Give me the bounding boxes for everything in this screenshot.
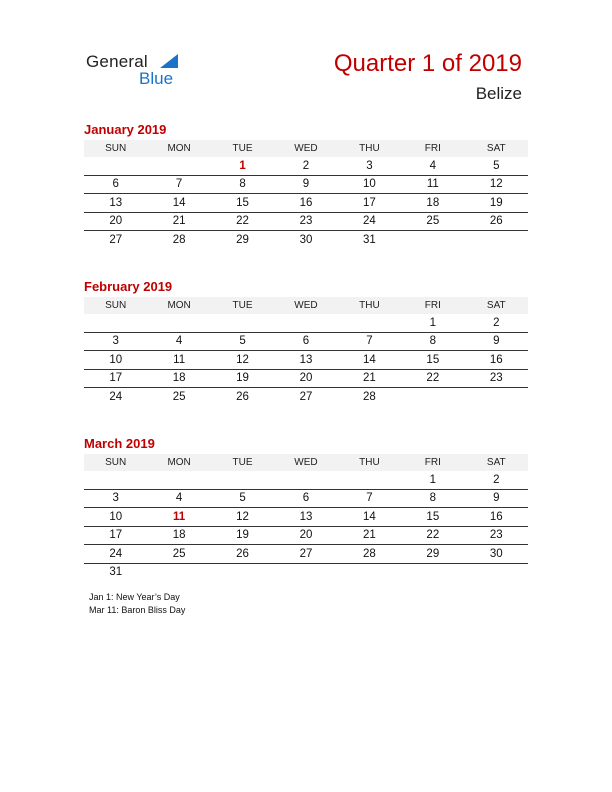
day-cell: 22 [401,526,464,545]
day-cell: 1 [211,157,274,175]
week-row [84,489,528,508]
day-cell: 31 [363,233,376,246]
day-cell: 26 [236,390,249,403]
week-row [84,508,528,527]
day-cell: 2 [465,471,528,489]
day-cell [84,314,147,332]
day-cell: 25 [401,212,464,231]
day-cell: 29 [401,545,464,564]
day-cell: 20 [274,526,337,545]
day-cell: 31 [109,566,123,579]
day-cell: 3 [84,489,147,508]
day-cell: 18 [147,526,210,545]
day-cell: 17 [84,526,147,545]
day-cell [147,563,210,581]
day-cell: 19 [211,369,274,388]
day-cell: 9 [465,489,528,508]
day-cell: 21 [338,369,401,388]
week-row [84,194,528,213]
week-row [84,314,528,332]
logo-text-blue: Blue [139,69,174,88]
day-cell: 28 [172,233,186,246]
holiday-notes [89,591,185,617]
day-cell: 26 [211,545,274,564]
day-cell [84,157,147,175]
weekday-header: MON [147,454,210,471]
day-cell: 14 [147,194,210,213]
week-row [84,351,528,370]
day-cell [401,231,464,249]
day-cell: 15 [211,194,274,213]
weekday-header: TUE [211,297,274,314]
weekday-header: SAT [465,454,528,471]
day-cell: 7 [338,489,401,508]
day-cell [211,314,274,332]
day-cell: 23 [465,369,528,388]
week-row [84,332,528,351]
day-cell: 8 [211,175,274,194]
weekday-header: WED [274,140,337,157]
day-cell: 28 [338,545,401,564]
day-cell: 13 [274,508,337,527]
week-row [84,563,528,581]
month-grid [84,454,528,581]
day-cell [465,231,528,249]
day-cell [465,388,528,406]
day-cell: 5 [465,157,528,175]
day-cell: 11 [147,351,210,370]
day-cell: 6 [84,175,147,194]
week-row [84,526,528,545]
day-cell: 23 [465,526,528,545]
day-cell: 12 [465,175,528,194]
page-title: Quarter 1 of 2019 [333,50,522,77]
weekday-header: FRI [401,454,464,471]
day-cell: 27 [274,545,337,564]
day-cell: 7 [338,332,401,351]
general-blue-logo [86,50,196,90]
weekday-header: TUE [211,454,274,471]
day-cell: 13 [274,351,337,370]
day-cell: 9 [465,332,528,351]
day-cell [274,471,337,489]
day-cell [147,157,210,175]
day-cell: 30 [465,545,528,564]
day-cell: 14 [338,351,401,370]
day-cell [465,563,528,581]
day-cell: 1 [401,314,464,332]
day-cell: 18 [401,194,464,213]
weekday-header: SAT [465,297,528,314]
weekday-header: SUN [84,454,147,471]
day-cell: 16 [465,351,528,370]
day-cell [211,563,274,581]
day-cell: 11 [147,508,210,527]
day-cell: 18 [147,369,210,388]
month-title: January 2019 [84,122,167,137]
weekday-header: WED [274,454,337,471]
day-cell [211,471,274,489]
day-cell: 15 [401,508,464,527]
week-row [84,157,528,175]
day-cell: 16 [465,508,528,527]
day-cell: 27 [109,233,123,246]
day-cell [274,563,337,581]
day-cell: 29 [236,233,249,246]
weekday-header: SUN [84,297,147,314]
day-cell: 19 [211,526,274,545]
day-cell: 24 [338,212,401,231]
day-cell: 14 [338,508,401,527]
day-cell: 10 [84,508,147,527]
day-cell: 4 [401,157,464,175]
day-cell: 4 [147,489,210,508]
day-cell: 20 [84,212,147,231]
day-cell [401,388,464,406]
weekday-header: SUN [84,140,147,157]
weekday-header: MON [147,140,210,157]
day-cell: 24 [109,390,123,403]
day-cell: 6 [274,489,337,508]
day-cell [147,314,210,332]
weekday-header: THU [338,454,401,471]
day-cell [401,563,464,581]
day-cell: 10 [338,175,401,194]
day-cell: 17 [338,194,401,213]
day-cell: 9 [274,175,337,194]
day-cell: 25 [147,545,210,564]
day-cell: 25 [172,390,186,403]
day-cell [338,563,401,581]
weekday-header: THU [338,140,401,157]
week-row [84,369,528,388]
weekday-header: TUE [211,140,274,157]
month-title: March 2019 [84,436,155,451]
day-cell: 30 [299,233,313,246]
day-cell: 15 [401,351,464,370]
day-cell: 8 [401,489,464,508]
day-cell [147,471,210,489]
day-cell: 2 [465,314,528,332]
weekday-header: FRI [401,297,464,314]
day-cell [84,471,147,489]
day-cell: 24 [84,545,147,564]
weekday-header: FRI [401,140,464,157]
day-cell: 20 [274,369,337,388]
day-cell: 3 [338,157,401,175]
holiday-note: Jan 1: New Year’s Day [89,592,180,602]
month-title: February 2019 [84,279,173,294]
week-row [84,545,528,564]
day-cell [274,314,337,332]
day-cell: 21 [338,526,401,545]
day-cell: 16 [274,194,337,213]
logo-triangle-icon [160,54,178,68]
day-cell: 12 [211,508,274,527]
month-calendar [84,436,528,581]
day-cell: 27 [299,390,313,403]
week-row [84,471,528,489]
day-cell: 17 [84,369,147,388]
month-calendar [84,279,528,406]
week-row [84,212,528,231]
day-cell: 28 [363,390,376,403]
day-cell: 11 [401,175,464,194]
day-cell: 22 [211,212,274,231]
day-cell: 13 [84,194,147,213]
day-cell: 1 [401,471,464,489]
weekday-header: THU [338,297,401,314]
day-cell: 26 [465,212,528,231]
day-cell: 19 [465,194,528,213]
day-cell: 21 [147,212,210,231]
day-cell: 10 [84,351,147,370]
weekday-header: WED [274,297,337,314]
week-row [84,231,528,249]
day-cell: 5 [211,489,274,508]
country-name: Belize [475,84,522,103]
weekday-header: MON [147,297,210,314]
logo-text-general: General [86,52,148,71]
weekday-header: SAT [465,140,528,157]
day-cell: 3 [84,332,147,351]
day-cell: 8 [401,332,464,351]
day-cell: 4 [147,332,210,351]
day-cell: 5 [211,332,274,351]
day-cell: 7 [147,175,210,194]
week-row [84,175,528,194]
day-cell: 6 [274,332,337,351]
day-cell: 2 [274,157,337,175]
holiday-note: Mar 11: Baron Bliss Day [89,605,186,615]
day-cell: 23 [274,212,337,231]
month-grid [84,297,528,406]
day-cell [338,314,401,332]
day-cell [338,471,401,489]
week-row [84,388,528,406]
day-cell: 12 [211,351,274,370]
month-calendar [84,122,528,249]
day-cell: 22 [401,369,464,388]
month-grid [84,140,528,249]
